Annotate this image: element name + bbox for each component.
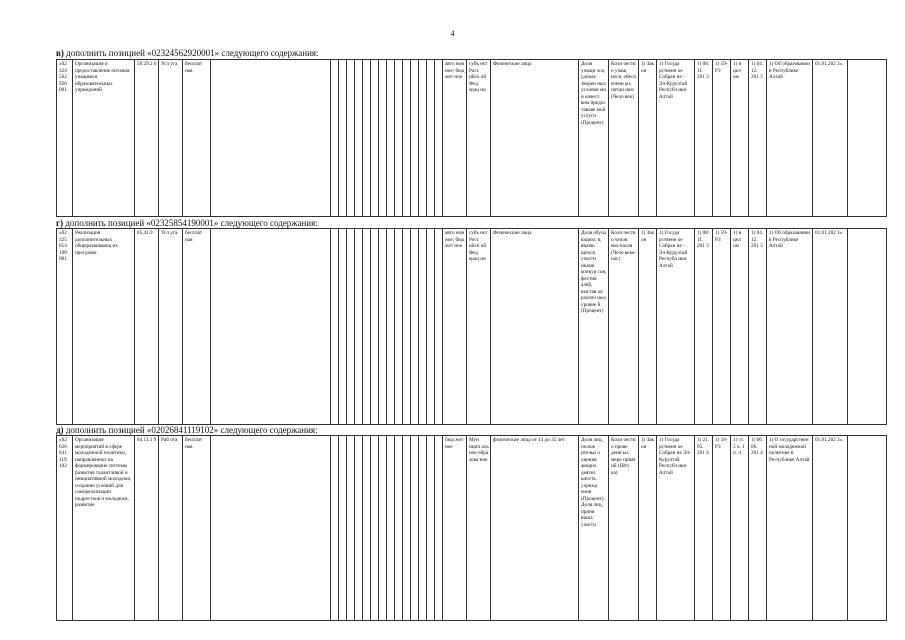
cell-empty bbox=[363, 436, 371, 621]
cell-date: 1) 08. 11. 201 3 bbox=[695, 60, 713, 217]
cell-code: «02 325 854 190 001 bbox=[57, 229, 73, 425]
registry-table bbox=[56, 228, 887, 425]
cell-indicator: Доля учащи хся, удовле творен ных условия ми и качест вом предос тавляе мой услуги (Процент) bbox=[579, 60, 609, 217]
cell-empty bbox=[387, 229, 395, 425]
cell-basis-type: 1) Зак он bbox=[639, 229, 657, 425]
cell-article: 1) ст. 5 ч. 1 п. 4 bbox=[731, 436, 749, 621]
cell-empty bbox=[387, 60, 395, 217]
cell-name: Организация и предоставление питания учащимся образовательных учреждений bbox=[73, 60, 135, 217]
cell-empty bbox=[331, 60, 339, 217]
cell-payment: бесплат ная bbox=[183, 229, 211, 425]
cell-consumers: физические лица от 14 до 35 лет bbox=[491, 436, 579, 621]
section-letter: г) bbox=[56, 218, 64, 228]
cell-effective-date: 1) 06. 06. 201 4 bbox=[749, 436, 767, 621]
cell-empty bbox=[379, 60, 387, 217]
cell-founder: субъ ект Росс ийск ой Фед ерац ии bbox=[467, 229, 491, 425]
cell-empty bbox=[355, 229, 363, 425]
cell-empty bbox=[427, 60, 435, 217]
cell-indicator: Доля лиц, полож ительн о оценив ающих деятел ьность учрежд ения (Процент), Доля лиц, приня вших участи bbox=[579, 436, 609, 621]
cell-indicator: Доля обуча ющихс я, являю щихся участн иками конкур сов, фестив алей, выстав ок различ ных уровне й (Процент) bbox=[579, 229, 609, 425]
cell-okved: 56.29.2 0 bbox=[135, 60, 159, 217]
cell-empty bbox=[848, 60, 887, 217]
cell-type: Усл уга bbox=[159, 60, 183, 217]
cell-number: 1) 18-РЗ bbox=[713, 436, 731, 621]
cell-basis-type: 1) Зак он bbox=[639, 60, 657, 217]
cell-article: 1) в цел ом bbox=[731, 229, 749, 425]
section-intro: дополнить позицией «02325854190001» следующего содержания: bbox=[65, 218, 318, 228]
cell-adopted-by: 1) Госуда рственн ое Собран ие Эл-Курултай Республ ики Алтай bbox=[657, 436, 695, 621]
cell-volume: Коли честв о прове денн ых меро прият ий (Шту ка) bbox=[609, 436, 639, 621]
cell-volume: Коли честв о учащ ихся, обесп еченн ых питан ием (Чело век) bbox=[609, 60, 639, 217]
cell-empty bbox=[411, 60, 419, 217]
cell-consumers: Физические лица bbox=[491, 229, 579, 425]
cell-empty bbox=[419, 436, 427, 621]
cell-article: 1) в цел ом bbox=[731, 60, 749, 217]
cell-empty bbox=[435, 229, 443, 425]
cell-payment: бесплат ная bbox=[183, 60, 211, 217]
cell-act-name: 1) О государствен ной молодежной политике в Республике Алтай bbox=[767, 436, 813, 621]
cell-date: 1) 21. 05. 201 4 bbox=[695, 436, 713, 621]
section-heading bbox=[56, 218, 318, 228]
cell-code: «02 324 562 920 001 bbox=[57, 60, 73, 217]
cell-type: Раб ота bbox=[159, 436, 183, 621]
cell-empty bbox=[211, 60, 331, 217]
table-row bbox=[57, 436, 887, 621]
cell-empty bbox=[347, 229, 355, 425]
cell-empty bbox=[347, 436, 355, 621]
cell-empty bbox=[395, 436, 403, 621]
page-number: 4 bbox=[450, 29, 455, 38]
cell-institution-type: бюд жет ное bbox=[443, 436, 467, 621]
cell-name: Организация мероприятий в сфере молодежной политики, направленных на формирование системы развития талантливой и инициативной молодежи, создание условий для самореализации подростков и молодежи, развитие bbox=[73, 436, 135, 621]
section-intro: дополнить позицией «02324562920001» следующего содержания: bbox=[66, 48, 319, 58]
cell-effective-date: 1) 04. 12. 201 3 bbox=[749, 229, 767, 425]
cell-empty bbox=[379, 229, 387, 425]
cell-empty bbox=[331, 436, 339, 621]
section-letter: в) bbox=[56, 48, 64, 58]
cell-empty bbox=[848, 436, 887, 621]
cell-founder: Мун ицип аль ное обра зова ние bbox=[467, 436, 491, 621]
cell-empty bbox=[339, 229, 347, 425]
cell-empty bbox=[395, 229, 403, 425]
cell-founder: субъ ект Росс ийск ой Фед ерац ии bbox=[467, 60, 491, 217]
cell-empty bbox=[403, 436, 411, 621]
cell-okved: 84.11.1 9 bbox=[135, 436, 159, 621]
cell-institution-type: авто ном ное; бюд жет ное bbox=[443, 60, 467, 217]
cell-empty bbox=[403, 229, 411, 425]
cell-consumers: Физические лица bbox=[491, 60, 579, 217]
cell-empty bbox=[211, 229, 331, 425]
cell-empty bbox=[427, 229, 435, 425]
cell-adopted-by: 1) Госуда рственн ое Собран ие - Эл-Курултай Республ ики Алтай bbox=[657, 60, 695, 217]
cell-type: Усл уга bbox=[159, 229, 183, 425]
cell-valid-from: 01.01.202 3». bbox=[813, 436, 848, 621]
section-letter: д) bbox=[56, 425, 64, 435]
cell-act-name: 1) Об образовании в Республике Алтай bbox=[767, 60, 813, 217]
cell-empty bbox=[355, 436, 363, 621]
cell-empty bbox=[363, 229, 371, 425]
cell-effective-date: 1) 04. 12. 201 3 bbox=[749, 60, 767, 217]
cell-empty bbox=[355, 60, 363, 217]
cell-empty bbox=[411, 229, 419, 425]
cell-empty bbox=[848, 229, 887, 425]
cell-volume: Коли честв о челов еко-часов (Чело веко-час) bbox=[609, 229, 639, 425]
cell-payment: бесплат ная bbox=[183, 436, 211, 621]
cell-date: 1) 08. 11. 201 3 bbox=[695, 229, 713, 425]
table-row bbox=[57, 229, 887, 425]
cell-basis-type: 1) Зак он bbox=[639, 436, 657, 621]
cell-act-name: 1) Об образовании в Республике Алтай bbox=[767, 229, 813, 425]
cell-empty bbox=[435, 436, 443, 621]
cell-valid-from: 01.01.202 3». bbox=[813, 60, 848, 217]
cell-empty bbox=[411, 436, 419, 621]
cell-empty bbox=[419, 60, 427, 217]
cell-code: «02 026 841 119 102 bbox=[57, 436, 73, 621]
cell-empty bbox=[403, 60, 411, 217]
cell-empty bbox=[379, 436, 387, 621]
cell-name: Реализация дополнительных общеразвивающ их программ bbox=[73, 229, 135, 425]
cell-empty bbox=[371, 229, 379, 425]
registry-table bbox=[56, 435, 887, 621]
cell-empty bbox=[419, 229, 427, 425]
cell-empty bbox=[211, 436, 331, 621]
cell-valid-from: 01.01.202 3». bbox=[813, 229, 848, 425]
section-heading bbox=[56, 48, 319, 58]
registry-table bbox=[56, 59, 887, 217]
table-row bbox=[57, 60, 887, 217]
cell-empty bbox=[371, 60, 379, 217]
cell-number: 1) 59-РЗ bbox=[713, 229, 731, 425]
cell-okved: 85.41.9 bbox=[135, 229, 159, 425]
cell-empty bbox=[347, 60, 355, 217]
cell-empty bbox=[331, 229, 339, 425]
cell-empty bbox=[435, 60, 443, 217]
cell-empty bbox=[339, 436, 347, 621]
cell-adopted-by: 1) Госуда рственн ое Собран ие - Эл-Курултай Республ ики Алтай bbox=[657, 229, 695, 425]
section-intro: дополнить позицией «02026841119102» следующего содержания: bbox=[65, 425, 318, 435]
cell-empty bbox=[371, 436, 379, 621]
cell-empty bbox=[387, 436, 395, 621]
cell-institution-type: авто ном ное; бюд жет ное bbox=[443, 229, 467, 425]
cell-empty bbox=[395, 60, 403, 217]
section-heading bbox=[56, 425, 318, 435]
cell-number: 1) 59-РЗ bbox=[713, 60, 731, 217]
cell-empty bbox=[427, 436, 435, 621]
cell-empty bbox=[339, 60, 347, 217]
cell-empty bbox=[363, 60, 371, 217]
